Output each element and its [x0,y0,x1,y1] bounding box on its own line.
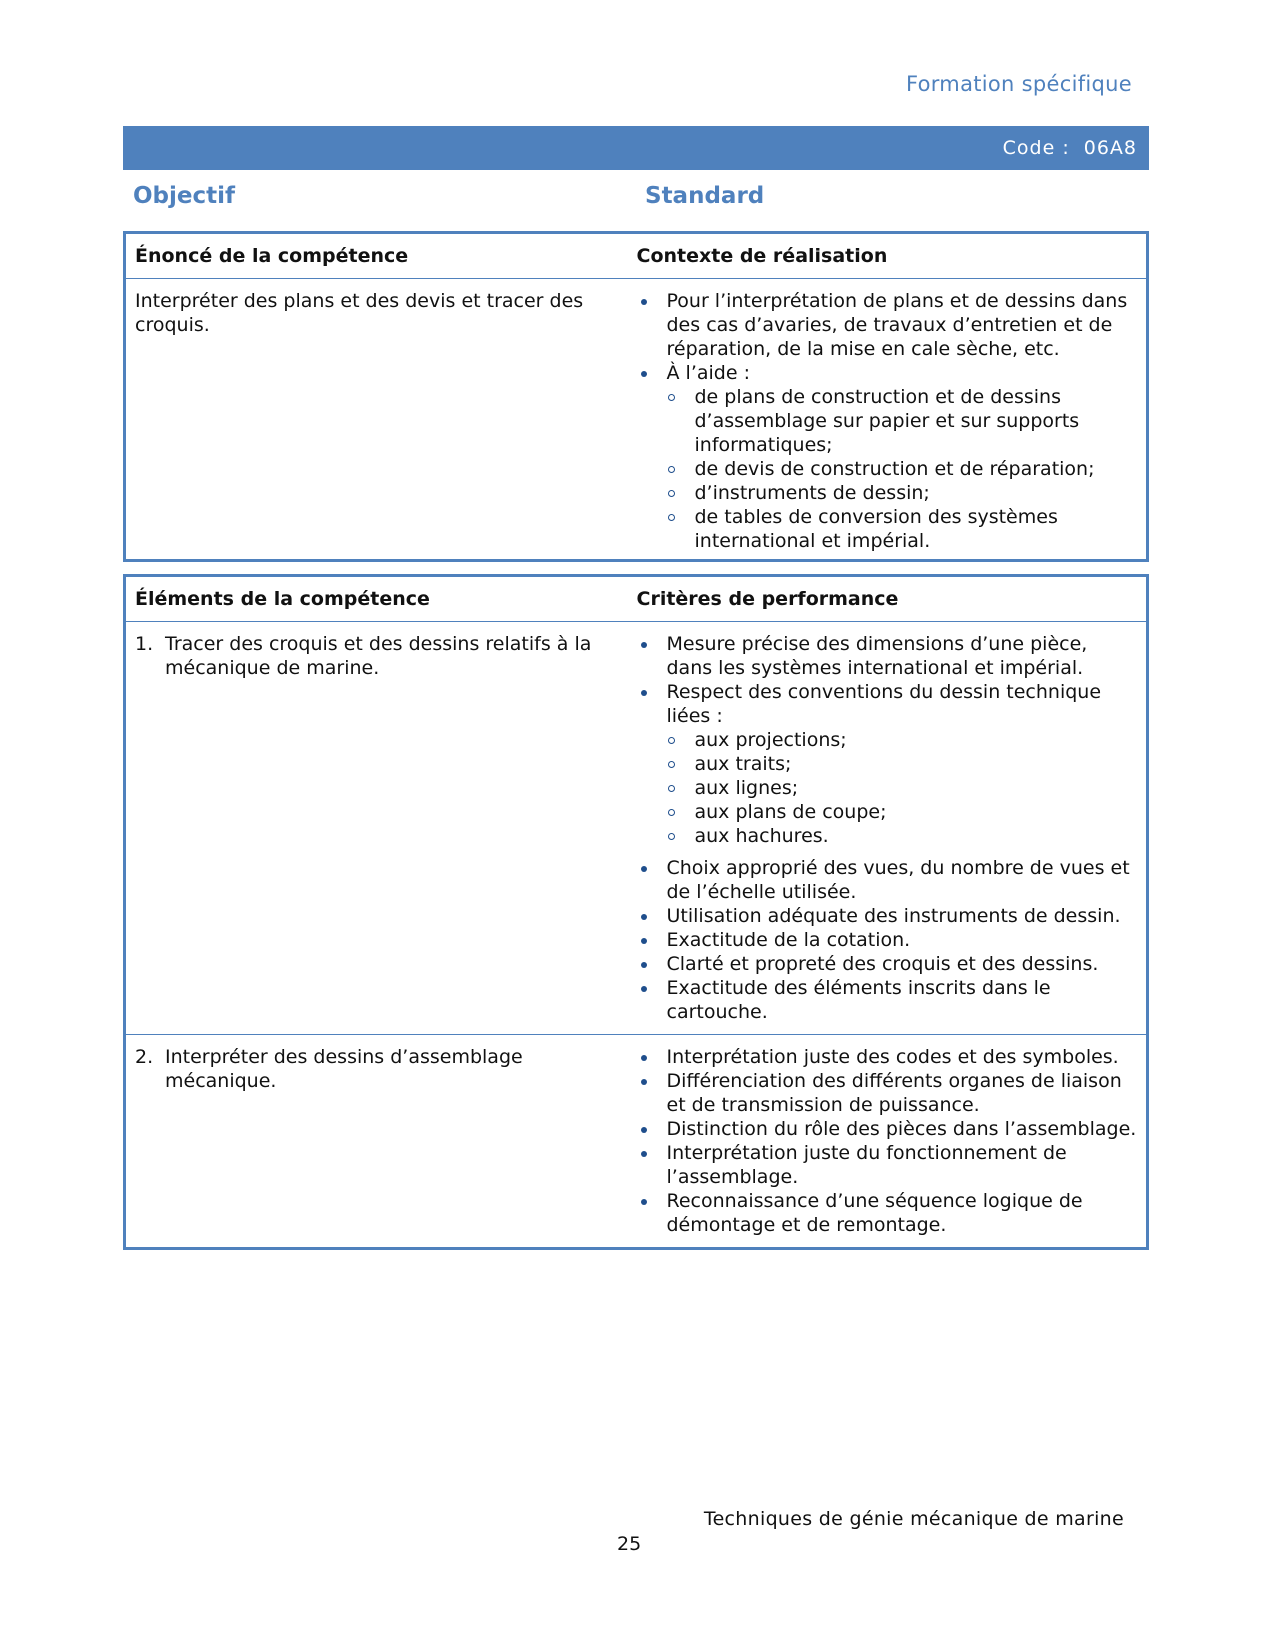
table-row [125,279,1148,561]
circle-bullet-icon [668,466,675,473]
bullet-icon [641,962,647,968]
table-row [125,1035,1148,1249]
circle-bullet-icon [668,490,675,497]
element-item [126,1045,627,1093]
circle-bullet-icon [668,394,675,401]
bullet-icon [641,914,647,920]
list-item: À l’aide : [627,361,1147,385]
list-item: Exactitude de la cotation. [627,928,1147,952]
objectif-heading: Objectif [133,183,236,209]
list-item: Différenciation des différents organes de liaison et de transmission de puissance. [627,1069,1147,1117]
elements-header: Éléments de la compétence [125,576,627,622]
contexte-sub-list [655,385,1139,553]
list-item: Interprétation juste du fonctionnement de l’assemblage. [627,1141,1147,1189]
sub-list-item: aux traits; [655,752,1139,776]
code-label: Code : [1002,137,1070,159]
bullet-icon [641,299,647,305]
criteria-sub-list [655,728,1139,848]
bullet-icon [641,986,647,992]
competence-elements-table [123,574,1149,1250]
bullet-icon [641,1127,647,1133]
list-item: Respect des conventions du dessin technique liées : [627,680,1147,728]
circle-bullet-icon [668,809,675,816]
sub-list-container [627,728,1147,848]
code-banner [123,126,1149,170]
sub-list-item: de plans de construction et de dessins d’assemblage sur papier et sur supports informatiques; [655,385,1139,457]
circle-bullet-icon [668,833,675,840]
bullet-icon [641,938,647,944]
circle-bullet-icon [668,785,675,792]
list-item: Choix approprié des vues, du nombre de vues et de l’échelle utilisée. [627,856,1147,904]
bullet-icon [641,690,647,696]
element-text: Interpréter des dessins d’assemblage mécanique. [165,1046,523,1092]
bullet-icon [641,1151,647,1157]
list-item: Pour l’interprétation de plans et de dessins dans des cas d’avaries, de travaux d’entretien et de réparation, de la mise en cale sèche, etc. [627,289,1147,361]
code-value: 06A8 [1083,137,1137,159]
table-header-row [125,233,1148,279]
bullet-icon [641,866,647,872]
sub-list-item: aux hachures. [655,824,1139,848]
sub-list-item: de tables de conversion des systèmes international et impérial. [655,505,1139,553]
table-row [125,622,1148,1035]
list-item: Mesure précise des dimensions d’une pièce, dans les systèmes international et impérial. [627,632,1147,680]
list-item: Utilisation adéquate des instruments de dessin. [627,904,1147,928]
criteres-header: Critères de performance [627,576,1148,622]
bullet-icon [641,1055,647,1061]
sub-list-item: aux plans de coupe; [655,800,1139,824]
element-number: 2. [135,1046,154,1068]
bullet-icon [641,371,647,377]
enonce-header: Énoncé de la compétence [125,233,627,279]
enonce-text: Interpréter des plans et des devis et tracer des croquis. [135,290,584,336]
criteria-list [627,632,1147,1024]
footer-program-title: Techniques de génie mécanique de marine [703,1508,1124,1530]
list-item: Interprétation juste des codes et des symboles. [627,1045,1147,1069]
sub-list-item: de devis de construction et de réparation; [655,457,1139,481]
element-text: Tracer des croquis et des dessins relatifs à la mécanique de marine. [165,633,592,679]
element-number: 1. [135,633,154,655]
list-item: Reconnaissance d’une séquence logique de démontage et de remontage. [627,1189,1147,1237]
section-title: Formation spécifique [905,72,1132,96]
bullet-icon [641,1199,647,1205]
table-header-row [125,576,1148,622]
contexte-header: Contexte de réalisation [627,233,1148,279]
criteria-list [627,1045,1147,1237]
competence-statement-table [123,231,1149,562]
circle-bullet-icon [668,737,675,744]
standard-heading: Standard [645,183,765,209]
bullet-icon [641,1079,647,1085]
list-item: Distinction du rôle des pièces dans l’assemblage. [627,1117,1147,1141]
sub-list-container [627,385,1147,553]
page-number: 25 [617,1533,642,1555]
list-item: Exactitude des éléments inscrits dans le cartouche. [627,976,1147,1024]
sub-list-item: aux lignes; [655,776,1139,800]
circle-bullet-icon [668,514,675,521]
list-item: Clarté et propreté des croquis et des dessins. [627,952,1147,976]
element-item [126,632,627,680]
sub-list-item: d’instruments de dessin; [655,481,1139,505]
contexte-list [627,289,1147,553]
sub-list-item: aux projections; [655,728,1139,752]
circle-bullet-icon [668,761,675,768]
bullet-icon [641,642,647,648]
